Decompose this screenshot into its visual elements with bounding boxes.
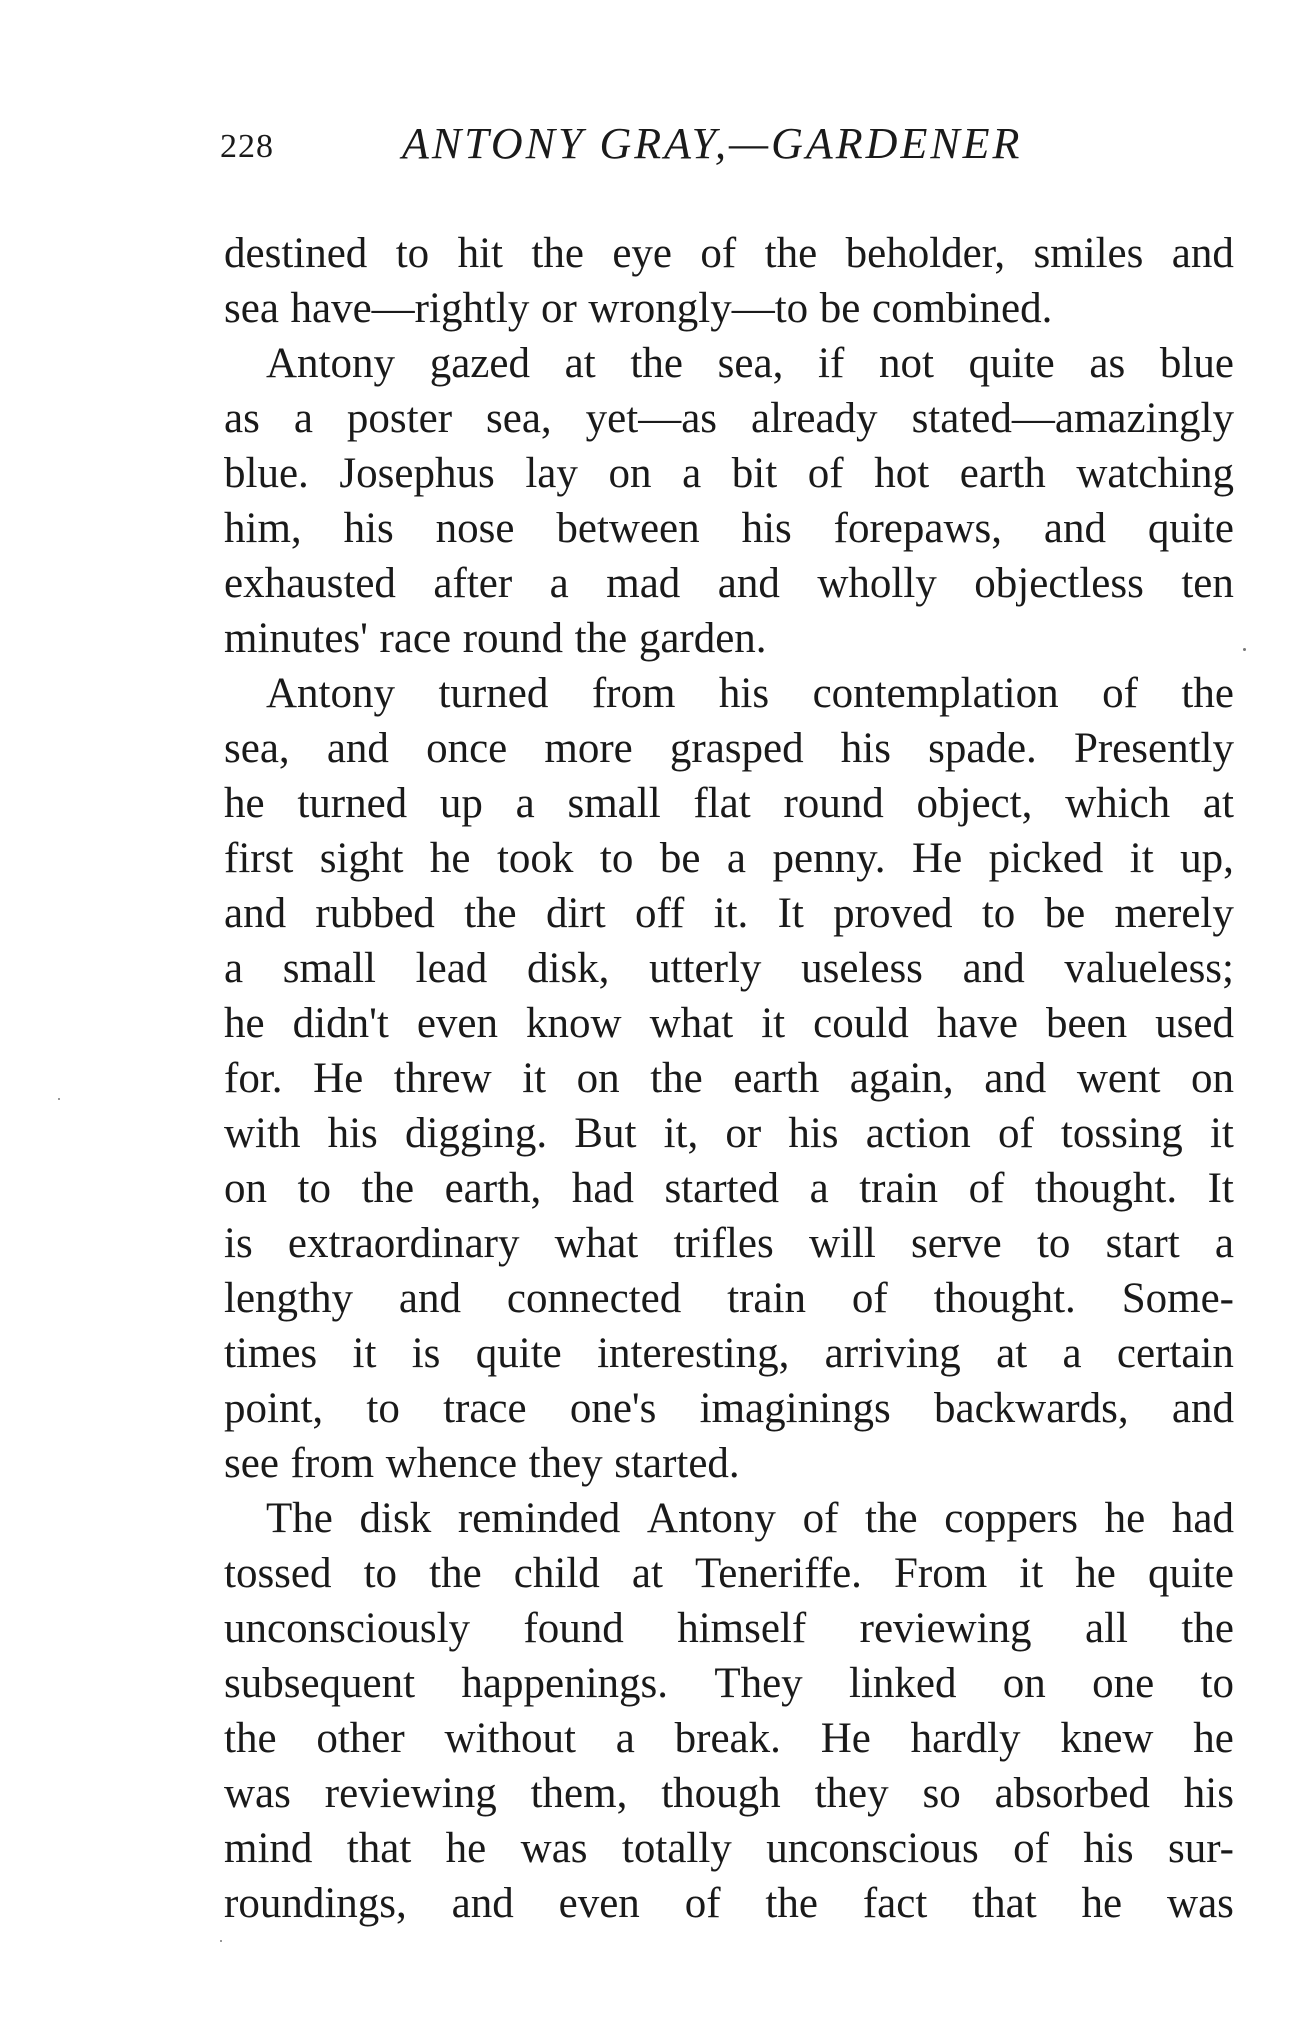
text-line: subsequent happenings. They linked on one to (224, 1660, 1234, 1707)
text-line: the other without a break. He hardly knew he (224, 1715, 1234, 1762)
text-line: he turned up a small flat round object, which at (224, 780, 1234, 827)
text-line: he didn't even know what it could have been used (224, 1000, 1234, 1047)
text-line: on to the earth, had started a train of thought. It (224, 1165, 1234, 1212)
text-line: destined to hit the eye of the beholder, smiles and (224, 230, 1234, 277)
text-line: The disk reminded Antony of the coppers he had (266, 1495, 1234, 1542)
text-line: exhausted after a mad and wholly objectless ten (224, 560, 1234, 607)
text-line: sea, and once more grasped his spade. Presently (224, 725, 1234, 772)
text-line: first sight he took to be a penny. He picked it up, (224, 835, 1234, 882)
page-header (220, 118, 1240, 178)
text-line: times it is quite interesting, arriving at a certain (224, 1330, 1234, 1377)
text-line: as a poster sea, yet—as already stated—amazingly (224, 395, 1234, 442)
text-line: mind that he was totally unconscious of his sur- (224, 1825, 1234, 1872)
scan-speck (58, 1098, 60, 1100)
text-line: lengthy and connected train of thought. Some- (224, 1275, 1234, 1322)
text-line: roundings, and even of the fact that he was (224, 1880, 1234, 1927)
scan-speck (1243, 648, 1246, 651)
text-line: Antony gazed at the sea, if not quite as blue (266, 340, 1234, 387)
text-line: point, to trace one's imaginings backwards, and (224, 1385, 1234, 1432)
scan-speck (220, 1940, 222, 1942)
text-line: minutes' race round the garden. (224, 615, 767, 662)
text-line: was reviewing them, though they so absorbed his (224, 1770, 1234, 1817)
text-line: a small lead disk, utterly useless and valueless; (224, 945, 1234, 992)
text-line: Antony turned from his contemplation of the (266, 670, 1234, 717)
text-line: and rubbed the dirt off it. It proved to be merely (224, 890, 1234, 937)
text-line: for. He threw it on the earth again, and went on (224, 1055, 1234, 1102)
text-line: blue. Josephus lay on a bit of hot earth watching (224, 450, 1234, 497)
body-text (224, 226, 1234, 1931)
text-line: him, his nose between his forepaws, and quite (224, 505, 1234, 552)
text-line: with his digging. But it, or his action of tossing it (224, 1110, 1234, 1157)
text-line: tossed to the child at Teneriffe. From it he quite (224, 1550, 1234, 1597)
text-line: is extraordinary what trifles will serve to start a (224, 1220, 1234, 1267)
running-title: ANTONY GRAY,—GARDENER (402, 119, 1023, 168)
page-number: 228 (220, 128, 274, 165)
text-line: see from whence they started. (224, 1440, 740, 1487)
text-line: unconsciously found himself reviewing all the (224, 1605, 1234, 1652)
text-line: sea have—rightly or wrongly—to be combined. (224, 285, 1053, 332)
